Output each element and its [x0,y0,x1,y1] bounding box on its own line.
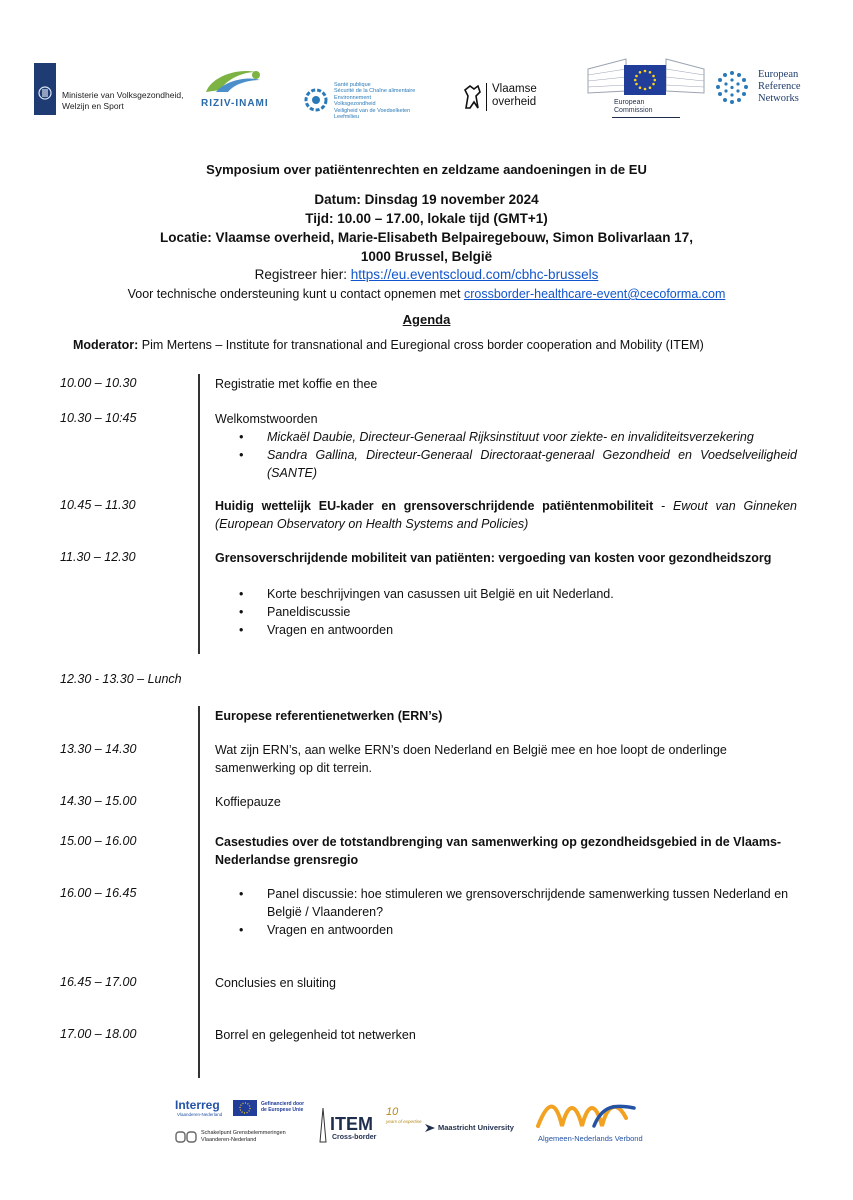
interreg-logo [175,1098,315,1124]
mobility-bullet-1: • Korte beschrijvingen van casussen uit België en uit Nederland. [215,585,797,603]
ec-line1: European [614,99,645,106]
riziv-text: RIZIV-INAMI [201,98,269,109]
item-sub: Cross-border [332,1134,377,1141]
agenda-time-7: 15.00 – 16.00 [60,834,137,848]
agenda-heading-text: Agenda [402,312,451,327]
moderator-text: Pim Mertens – Institute for transnational and Euregional cross border cooperation and Mobility (ITEM) [138,338,704,352]
fod-circle-icon [304,88,328,112]
panel-bullet-2: • Vragen en antwoorden [215,921,797,939]
vlaamse-line2: overheid [492,96,537,108]
support-email-link[interactable]: crossborder-healthcare-event@cecoforma.com [463,287,726,301]
welcome-speaker-1: • Mickaël Daubie, Directeur-Generaal Rijksinstituut voor ziekte- en invaliditeitsverzekering [215,428,797,446]
item-name: ITEM [330,1114,373,1134]
fod-line5: Veiligheid van de Voedselketen [334,107,411,114]
riziv-swoosh-icon [198,66,283,96]
ern-line2: Reference [758,81,801,92]
ministry-name-line1: Ministerie van Volksgezondheid, [62,90,184,100]
ministry-emblem-icon [34,63,56,115]
register-label: Registreer hier: [254,267,351,282]
agenda-time-2: 10.30 – 10:45 [60,411,137,425]
fod-line3: Environnement [334,94,371,101]
agenda-time-8: 16.00 – 16.45 [60,886,137,900]
fod-line6: Leefmilieu [334,114,360,121]
ern-line3: Networks [758,93,799,104]
agenda-item-1: Registratie met koffie en thee [215,377,378,391]
agenda-heading [0,312,853,327]
moderator-label: Moderator: [73,338,139,352]
agenda-time-4: 11.30 – 12.30 [60,550,136,564]
ministry-logo [34,63,184,115]
agenda-lunch: 12.30 - 13.30 – Lunch [60,672,182,686]
maastricht-text: Maastricht University [438,1123,514,1132]
ec-line2: Commission [614,107,653,114]
eu-funded-line2: de Europese Unie [261,1107,304,1113]
event-location-line1: Locatie: Vlaamse overheid, Marie-Elisabeth Belpairegebouw, Simon Bolivarlaan 17, [160,230,693,245]
item-logo [318,1106,422,1146]
maastricht-icon [424,1122,436,1134]
eu-flag-icon [624,65,666,95]
event-title: Symposium over patiëntenrechten en zeldzame aandoeningen in de EU [206,162,647,177]
fod-logo [304,82,434,122]
fod-line4: Volksgezondheid [334,101,376,108]
agenda-divider-top [198,374,200,654]
welcome-speaker-2: • Sandra Gallina, Directeur-Generaal Directoraat-generaal Gezondheid en Voedselveiligheid (SANTE) [215,446,797,482]
schakelpunt-logo [175,1128,325,1148]
ern-dots-icon [714,70,750,106]
eu-framework-sep: - [653,499,674,513]
schakelpunt-icon [175,1130,197,1144]
agenda-item-7: Casestudies over de totstandbrenging van samenwerking op gezondheidsgebied in de Vlaams-Nederlandse grensregio [215,835,782,867]
schakelpunt-line2: Vlaanderen-Nederland [201,1137,257,1143]
ern-heading: Europese referentienetwerken (ERN’s) [215,709,443,723]
agenda-time-9: 16.45 – 17.00 [60,975,137,989]
eu-funded-line1: Gefinancierd door [261,1101,305,1107]
maastricht-logo [424,1120,524,1136]
agenda-item-4 [215,549,797,639]
register-link[interactable]: https://eu.eventscloud.com/cbhc-brussels [350,267,599,282]
support-line [0,287,853,301]
vlaamse-line1: Vlaamse [492,83,537,95]
agenda-time-5: 13.30 – 14.30 [60,742,137,756]
agenda-divider-bottom [198,706,200,1078]
ministry-name-line2: Welzijn en Sport [62,101,124,111]
riziv-logo [198,66,283,112]
agenda-item-6: Koffiepauze [215,795,281,809]
event-location-line2: 1000 Brussel, België [360,249,493,264]
mobility-bullet-2: • Paneldiscussie [215,603,797,621]
interreg-sub: Vlaanderen-Nederland [177,1112,223,1117]
vlaamse-overheid-logo [462,80,552,114]
european-commission-logo [586,53,706,119]
moderator-line [73,338,853,352]
ec-underline [612,117,680,118]
mobility-bullet-3: • Vragen en antwoorden [215,621,797,639]
interreg-name: Interreg [175,1098,220,1112]
anv-wave-icon [534,1098,644,1130]
schakelpunt-line1: Schakelpunt Grensbelemmeringen [201,1130,286,1136]
panel-bullet-1: • Panel discussie: hoe stimuleren we grensoverschrijdende samenwerking tussen Nederland en België / Vlaanderen? [215,885,797,921]
agenda-time-10: 17.00 – 18.00 [60,1027,137,1041]
eu-framework-title: Huidig wettelijk EU-kader en grensoverschrijdende patiëntenmobiliteit [215,499,654,513]
ern-line1: European [758,69,799,80]
eu-flag-small-icon [233,1100,257,1116]
agenda-item-9: Conclusies en sluiting [215,976,336,990]
item-needle-icon [318,1106,328,1144]
agenda-time-6: 14.30 – 15.00 [60,794,137,808]
anv-sub: Algemeen-Nederlands Verbond [538,1134,643,1143]
agenda-item-10: Borrel en gelegenheid tot netwerken [215,1028,416,1042]
support-label: Voor technische ondersteuning kunt u contact opnemen met [127,287,464,301]
vlaamse-divider [486,83,487,111]
agenda-time-3: 10.45 – 11.30 [60,498,136,512]
anv-logo [534,1098,654,1148]
register-line [0,267,853,282]
fod-line2: Sécurité de la Chaîne alimentaire [334,88,416,95]
agenda-item-3 [215,497,797,533]
eu-framework-speaker: Ewout van Ginneken (European Observatory on Health Systems and Policies) [215,499,797,531]
lion-icon [462,82,484,112]
fod-line1: Santé publique [334,82,371,88]
item-years-sub: years of expertise [386,1119,422,1124]
mobility-title: Grensoverschrijdende mobiliteit van patiënten: vergoeding van kosten voor gezondheidszorg [215,551,772,565]
event-date: Datum: Dinsdag 19 november 2024 [314,192,539,207]
welcome-text: Welkomstwoorden [215,412,318,426]
agenda-item-8 [215,885,797,939]
agenda-item-5: Wat zijn ERN’s, aan welke ERN’s doen Nederland en België mee en hoe loopt de onderlinge samenwerking op dit terrein. [215,743,727,775]
item-years: 10 [386,1106,399,1118]
ern-logo [714,67,824,109]
agenda-item-2 [215,410,797,482]
agenda-time-1: 10.00 – 10.30 [60,376,137,390]
event-time: Tijd: 10.00 – 17.00, lokale tijd (GMT+1) [305,211,548,226]
